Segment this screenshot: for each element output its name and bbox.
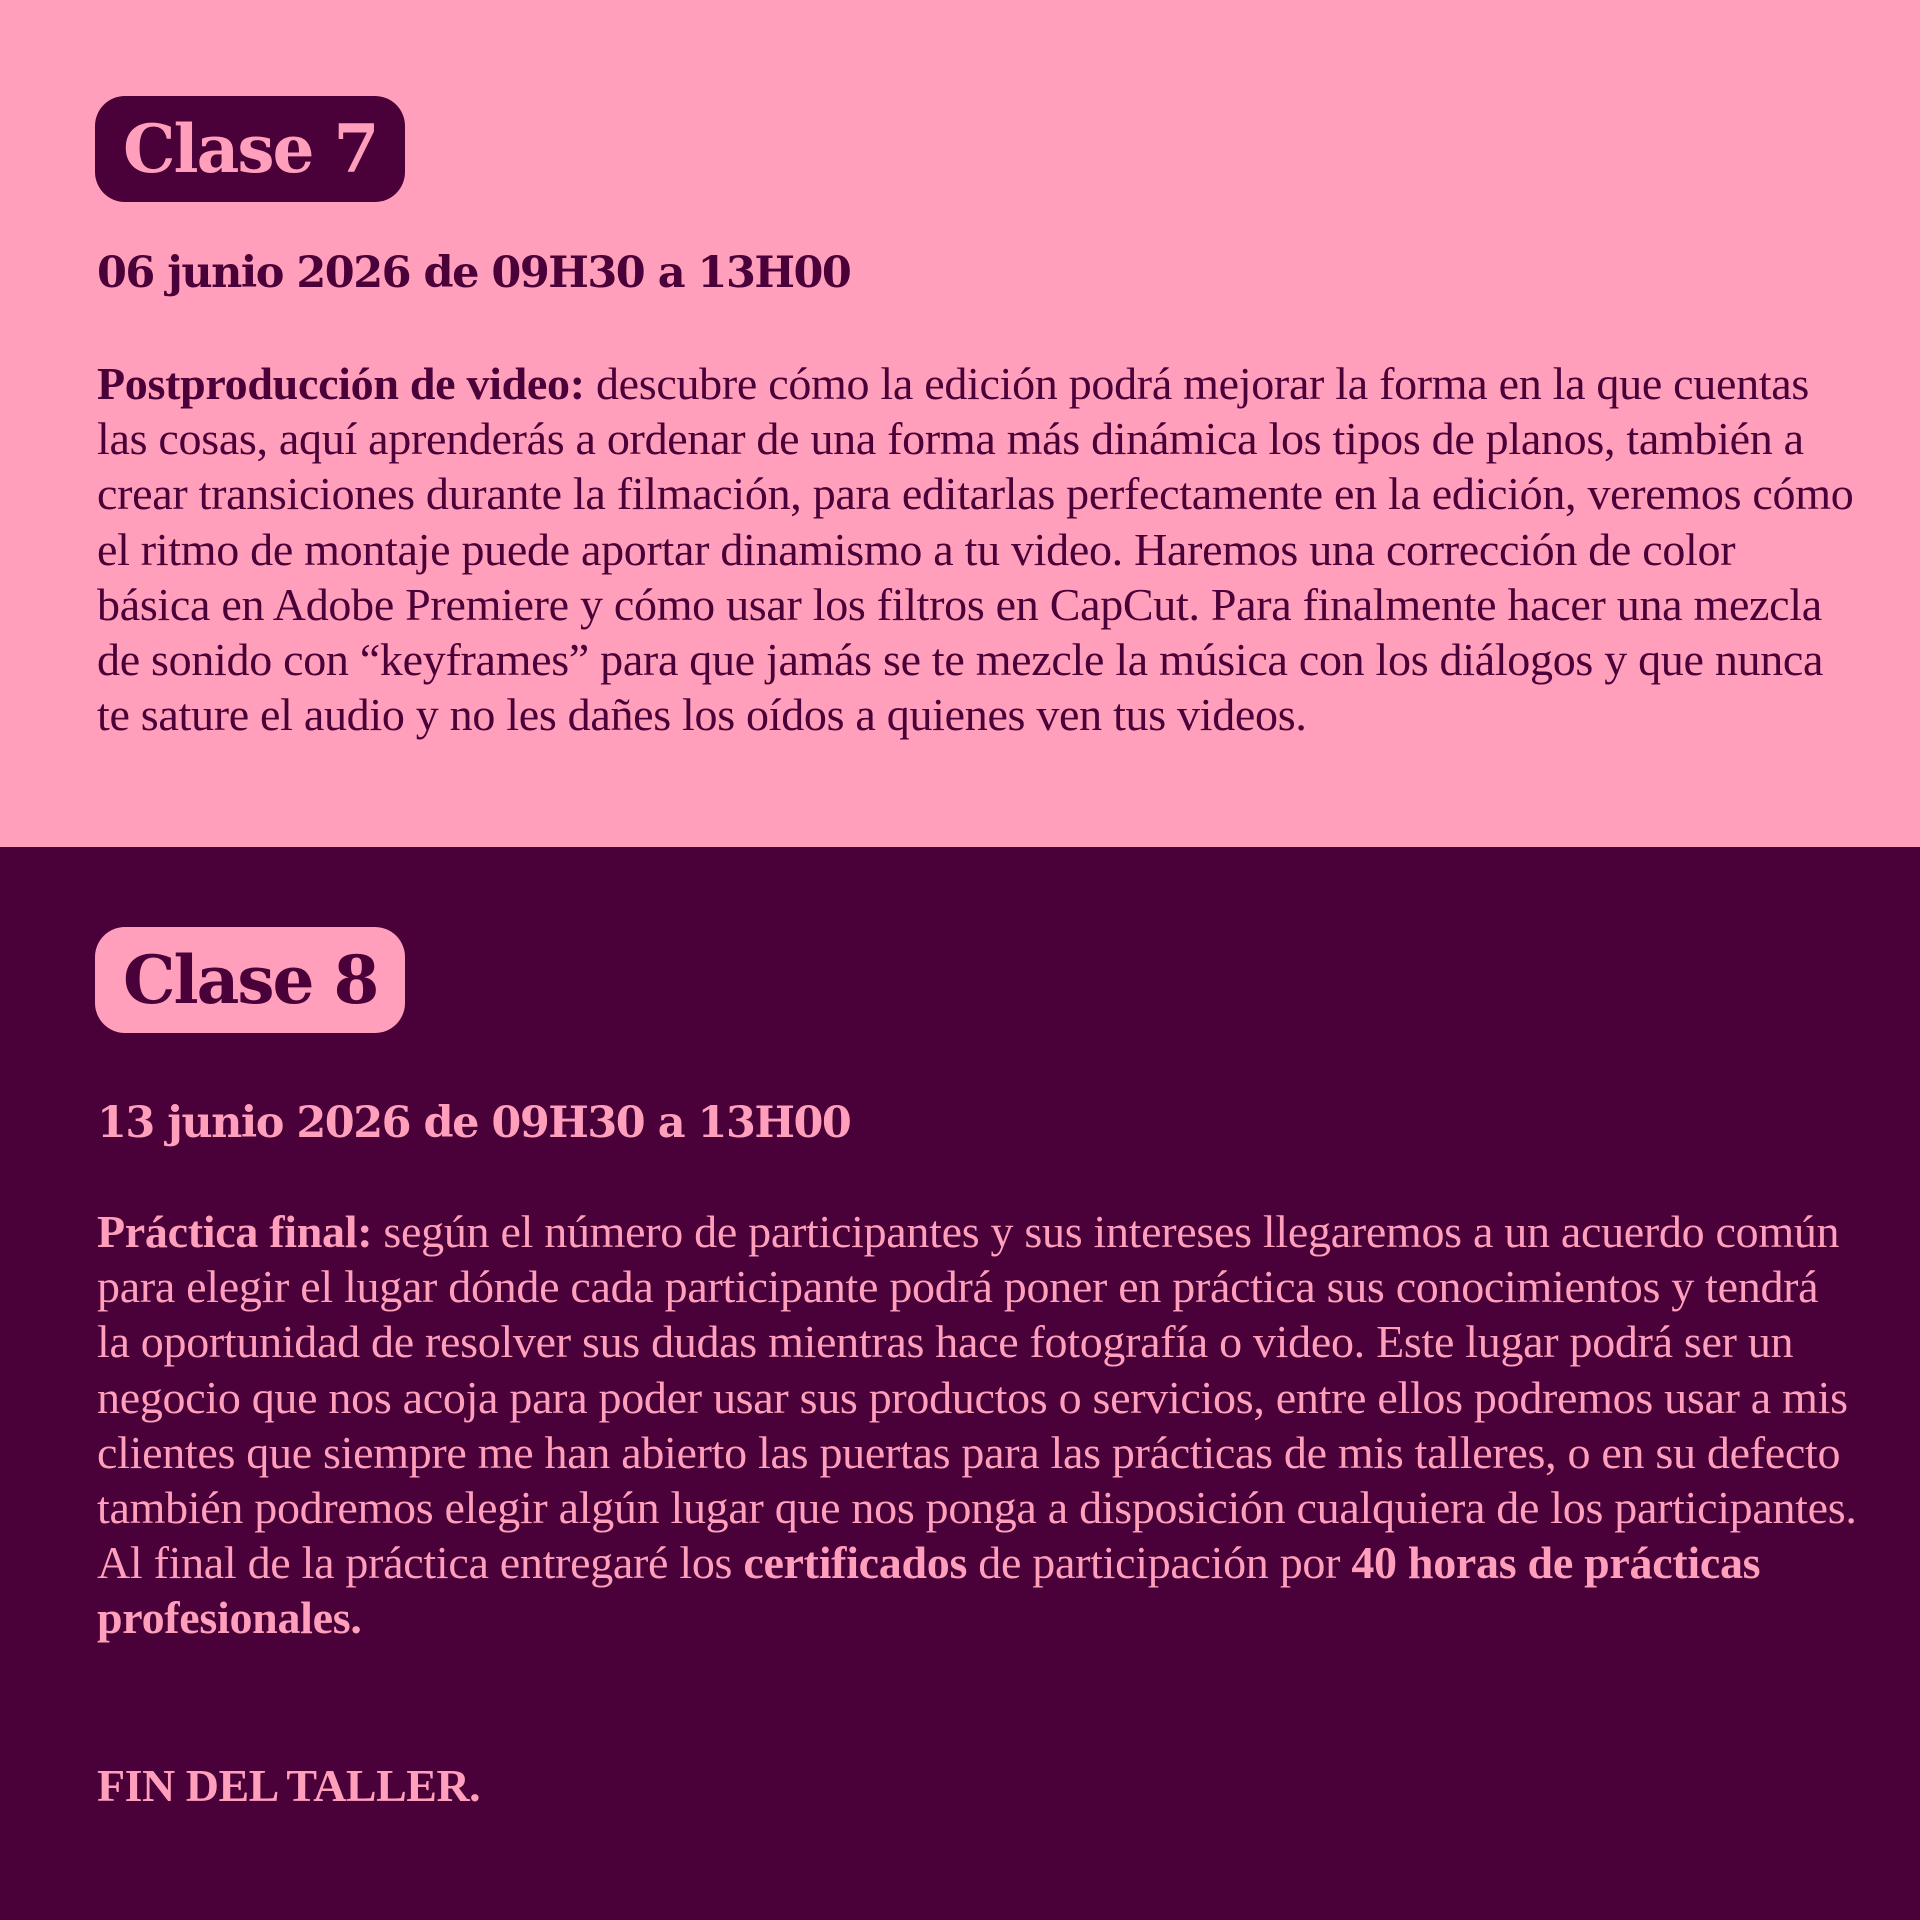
clase-8-date: 13 junio 2026 de 09H30 a 13H00 [97, 1098, 851, 1148]
clase-7-description [97, 356, 1857, 742]
certificates-emphasis: certificados [743, 1537, 968, 1589]
clase-8-description [97, 1204, 1857, 1646]
clase-8-description-text-1: según el número de participantes y sus intereses llegaremos a un acuerdo común para elegir el lugar dónde cada participante podrá poner en práctica sus conocimientos y tendrá la oportunidad de resolver sus dudas mientras hace fotografía o video. Este lugar podrá ser un negocio que nos acoja para poder usar sus productos o servicios, entre ellos podremos usar a mis clientes que siempre me han abierto las puertas para las prácticas de mis talleres, o en su defecto también podremos elegir algún lugar que nos ponga a disposición cualquiera de los participantes. Al final de la práctica entregaré los [97, 1206, 1857, 1589]
clase-8-section [0, 847, 1920, 1920]
clase-8-topic-label: Práctica final: [97, 1206, 373, 1257]
clase-8-badge: Clase 8 [95, 927, 405, 1033]
clase-7-date: 06 junio 2026 de 09H30 a 13H00 [97, 248, 851, 298]
workshop-closing: FIN DEL TALLER. [97, 1760, 481, 1811]
clase-7-badge: Clase 7 [95, 96, 405, 202]
clase-7-topic-label: Postproducción de video: [97, 358, 585, 409]
clase-7-description-text: descubre cómo la edición podrá mejorar la forma en la que cuentas las cosas, aquí aprenderás a ordenar de una forma más dinámica los tipos de planos, también a crear transiciones durante la filmación, para editarlas perfectamente en la edición, veremos cómo el ritmo de montaje puede aportar dinamismo a tu video. Haremos una corrección de color básica en Adobe Premiere y cómo usar los filtros en CapCut. Para finalmente hacer una mezcla de sonido con “keyframes” para que jamás se te mezcle la música con los diálogos y que nunca te sature el audio y no les dañes los oídos a quienes ven tus videos. [97, 358, 1854, 741]
clase-8-description-text-2: de participación por [967, 1537, 1352, 1589]
clase-7-section [0, 0, 1920, 847]
hours-emphasis: 40 horas de prácticas profesionales. [97, 1537, 1761, 1644]
